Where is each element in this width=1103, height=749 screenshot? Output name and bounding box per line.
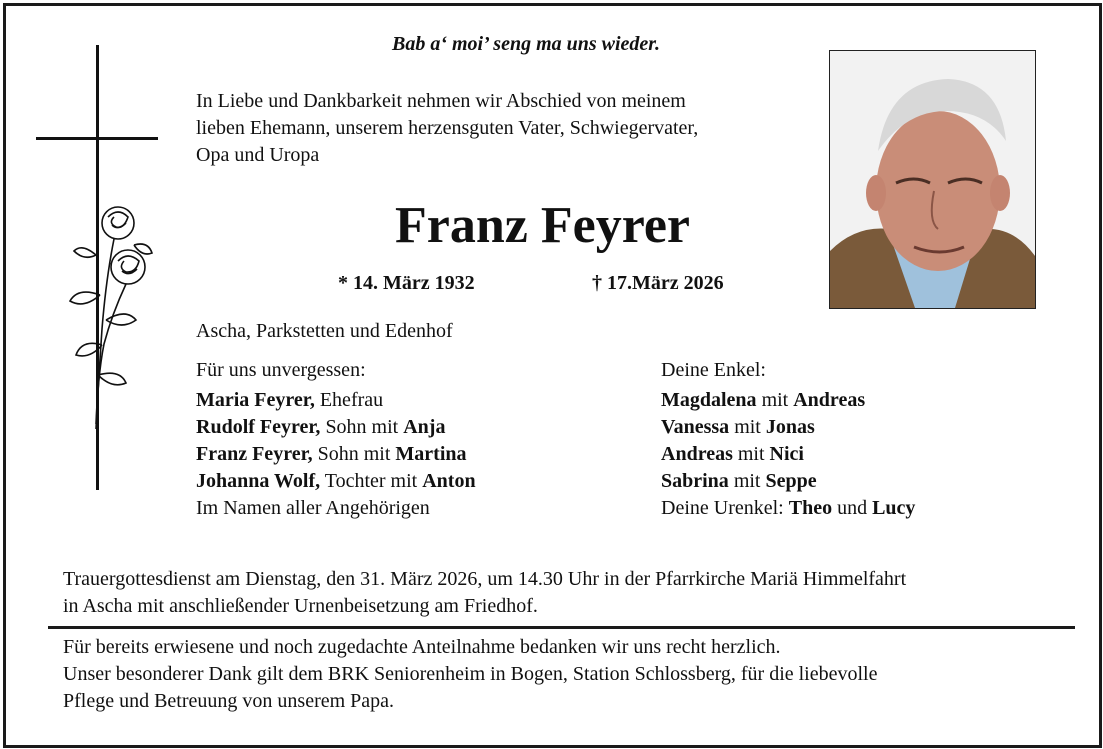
relation: Tochter mit [320, 470, 423, 492]
partner-name: Jonas [765, 416, 815, 438]
family-left-column [196, 357, 476, 522]
relation: mit [728, 470, 766, 492]
partner-name: Andreas [793, 389, 866, 411]
member-name: Lucy [872, 497, 916, 519]
closing-line: Im Namen aller Angehörigen [196, 497, 430, 519]
death-date: † 17.März 2026 [592, 272, 724, 294]
grandchild-row [661, 387, 915, 414]
intro-text [196, 88, 796, 169]
thanks-text [63, 634, 877, 715]
deceased-name: Franz Feyrer [395, 197, 690, 254]
family-right-column [661, 357, 915, 522]
birth-date: * 14. März 1932 [338, 272, 475, 294]
thanks-line: Unser besonderer Dank gilt dem BRK Seniorenheim in Bogen, Station Schlossberg, für die liebevolle [63, 663, 878, 685]
divider [48, 626, 1075, 629]
right-heading: Deine Enkel: [661, 359, 766, 381]
member-name: Johanna Wolf, [196, 470, 321, 492]
family-row [196, 387, 476, 414]
partner-name: Nici [769, 443, 804, 465]
service-info [63, 566, 906, 620]
relation: mit [756, 389, 794, 411]
member-name: Theo [788, 497, 833, 519]
member-name: Vanessa [661, 416, 730, 438]
great-grandchildren-label: Deine Urenkel: [661, 497, 789, 519]
relation: Sohn mit [312, 443, 396, 465]
member-name: Andreas [661, 443, 733, 465]
left-heading: Für uns unvergessen: [196, 359, 366, 381]
grandchild-row [661, 468, 915, 495]
thanks-line: Für bereits erwiesene und noch zugedachte Anteilnahme bedanken wir uns recht herzlich. [63, 636, 781, 658]
family-row [196, 441, 476, 468]
partner-name: Seppe [765, 470, 817, 492]
cross-icon [36, 45, 166, 495]
relation: Sohn mit [320, 416, 404, 438]
partner-name: Martina [395, 443, 467, 465]
great-grandchildren-row [661, 495, 915, 522]
grandchild-row [661, 441, 915, 468]
grandchild-row [661, 414, 915, 441]
service-line: in Ascha mit anschließender Urnenbeisetzung am Friedhof. [63, 595, 538, 617]
portrait-photo [829, 50, 1036, 309]
service-line: Trauergottesdienst am Dienstag, den 31. März 2026, um 14.30 Uhr in der Pfarrkirche Mariä Himmelfahrt [63, 568, 907, 590]
partner-name: Anton [422, 470, 476, 492]
member-name: Maria Feyrer, [196, 389, 315, 411]
relation: Ehefrau [314, 389, 384, 411]
family-row [196, 414, 476, 441]
thanks-line: Pflege und Betreuung von unserem Papa. [63, 690, 395, 712]
intro-line: lieben Ehemann, unserem herzensguten Vater, Schwiegervater, [196, 117, 699, 139]
relation: mit [729, 416, 766, 438]
conjunction: und [832, 497, 873, 519]
relation: mit [732, 443, 770, 465]
motto: Bab a‘ moi’ seng ma uns wieder. [392, 33, 660, 55]
family-row [196, 468, 476, 495]
intro-line: Opa und Uropa [196, 144, 320, 166]
places: Ascha, Parkstetten und Edenhof [196, 320, 453, 342]
member-name: Magdalena [661, 389, 757, 411]
member-name: Rudolf Feyrer, [196, 416, 321, 438]
member-name: Sabrina [661, 470, 729, 492]
intro-line: In Liebe und Dankbarkeit nehmen wir Abschied von meinem [196, 90, 686, 112]
member-name: Franz Feyrer, [196, 443, 313, 465]
partner-name: Anja [403, 416, 446, 438]
